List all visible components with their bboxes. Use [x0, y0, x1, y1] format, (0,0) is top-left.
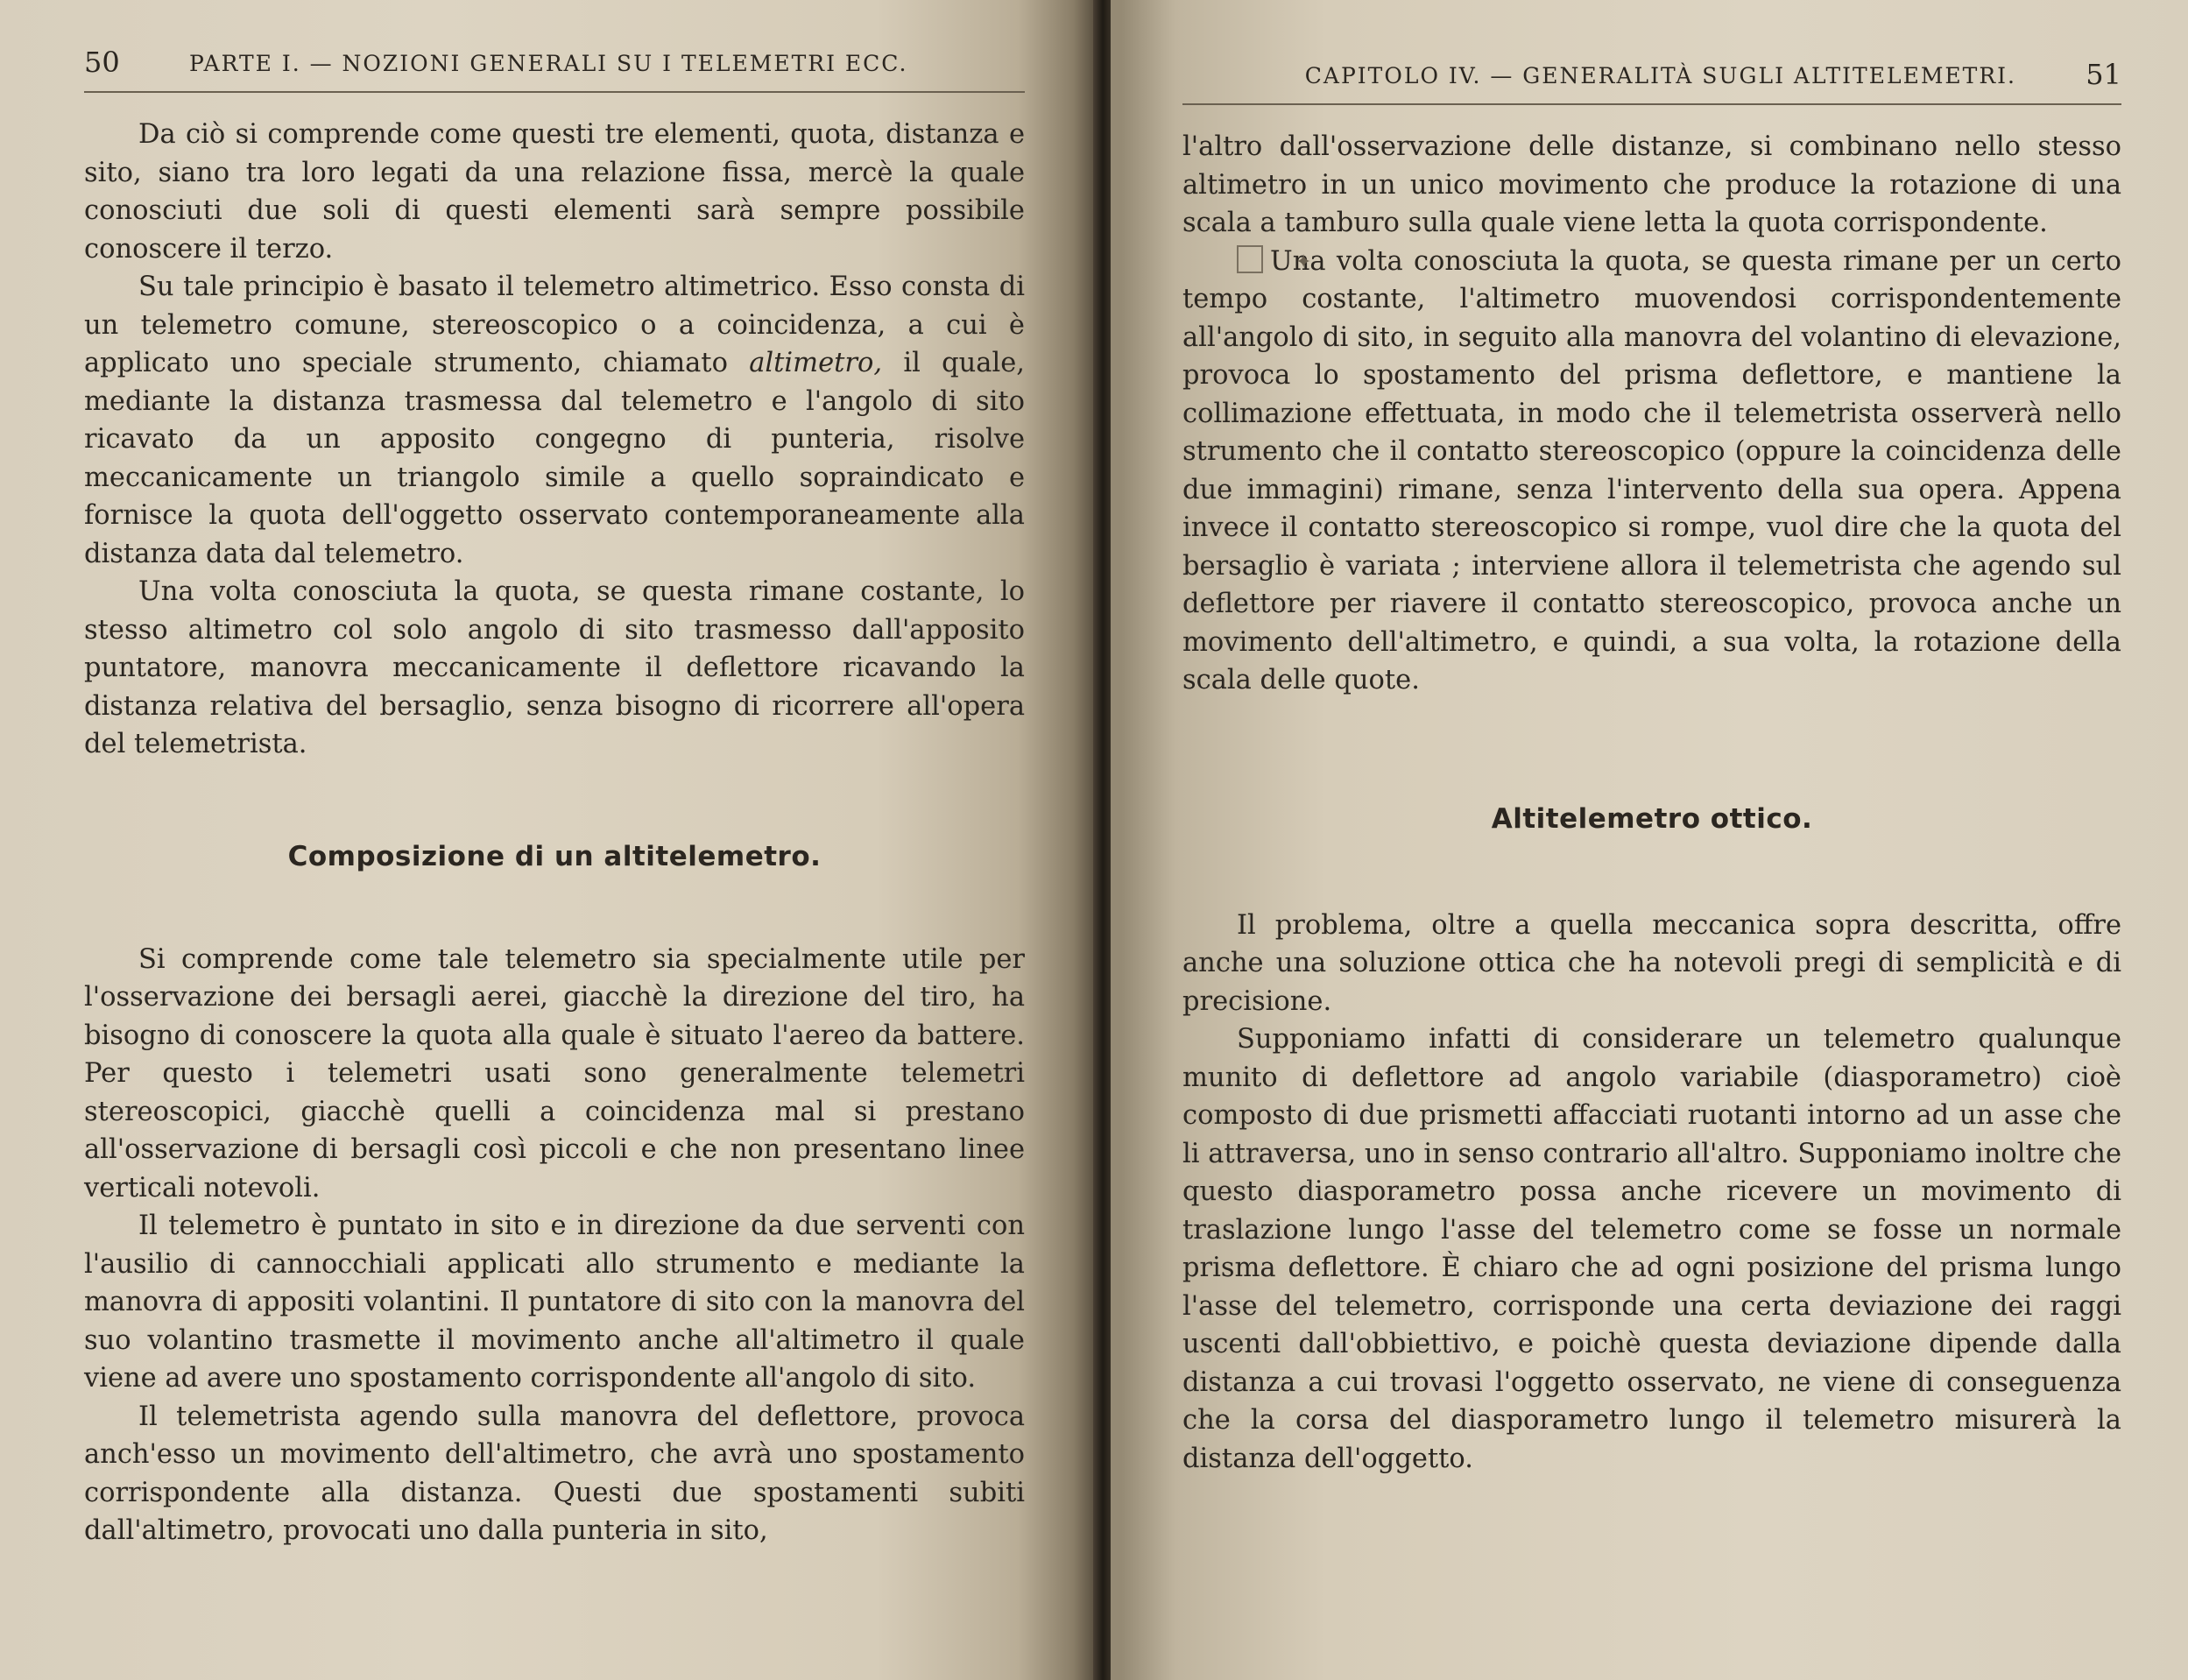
- running-head: PARTE I. — NOZIONI GENERALI SU I TELEMETRI ECC.: [189, 51, 908, 76]
- page-number: 50: [84, 46, 120, 79]
- running-head: CAPITOLO IV. — GENERALITÀ SUGLI ALTITELEMETRI.: [1304, 63, 2016, 88]
- right-page: [1111, 0, 2188, 1680]
- paragraph: Il problema, oltre a quella meccanica sopra descritta, offre anche una soluzione ottica che ha notevoli pregi di semplicità e di precisione.: [1182, 909, 2121, 1017]
- paragraph: Da ciò si comprende come questi tre elementi, quota, distanza e sito, siano tra loro legati da una relazione fissa, mercè la quale conosciuti due soli di questi elementi sarà sempre possibile conoscere il terzo.: [84, 119, 1025, 265]
- paragraph: Il telemetro è puntato in sito e in direzione da due serventi con l'ausilio di cannocchiali applicati allo strumento e mediante la manovra di appositi volantini. Il puntatore di sito con la manovra del suo volantino trasmette il movimento anche all'altimetro il quale viene ad avere uno spostamento corrispondente all'angolo di sito.: [84, 1211, 1025, 1394]
- paragraph-text: Su tale principio è basato il telemetro altimetrico. Esso consta di un telemetro comune, stereoscopico o a coincidenza, a cui è applicato uno speciale strumento, chiamato: [84, 272, 1025, 378]
- right-page-body: [1182, 128, 2121, 1478]
- paragraph: Si comprende come tale telemetro sia specialmente utile per l'osservazione dei bersagli aerei, giacchè la direzione del tiro, ha bisogno di conoscere la quota alla quale è situato l'aereo da battere. Per questo i telemetri usati sono generalmente telemetri stereoscopici, giacchè quelli a coincidenza mal si prestano all'osservazione di bersagli così piccoli e che non presentano linee verticali notevoli.: [84, 943, 1025, 1204]
- paragraph: [84, 268, 1025, 573]
- italic-term: altimetro,: [749, 348, 883, 378]
- paragraph: [1182, 243, 2121, 700]
- paragraph-text: il quale, mediante la distanza trasmessa dal telemetro e l'angolo di sito ricavato da un apposito congegno di punteria, risolve meccanicamente un triangolo simile a quello sopraindicato e fornisce la quota dell'oggetto osservato contemporaneamente alla distanza data dal telemetro.: [84, 348, 1025, 569]
- page-number: 51: [2086, 58, 2121, 91]
- book-gutter: [1093, 0, 1112, 1680]
- section-title: Composizione di un altitelemetro.: [287, 840, 822, 872]
- right-page-header: [1182, 51, 2121, 105]
- left-page-body: [84, 116, 1025, 1550]
- paragraph-text: Una volta conosciuta la quota, se questa rimane per un certo tempo costante, l'altimetro muovendosi corrispondentemente all'angolo di sito, in seguito alla manovra del volantino di elevazione, provoca lo spostamento del prisma deflettore, e mantiene la collimazione effettuata, in modo che il telemetrista osserverà nello strumento che il contatto stereoscopico (oppure la coincidenza delle due immagini) rimane, senza l'intervento della sua opera. Appena invece il contatto stereoscopico si rompe, vuol dire che la quota del bersaglio è variata ; interviene allora il telemetrista che agendo sul deflettore per riavere il contatto stereoscopico, provoca anche un movimento dell'altimetro, e quindi, a sua volta, la rotazione della scala delle quote.: [1182, 245, 2121, 695]
- paragraph: Supponiamo infatti di considerare un telemetro qualunque munito di deflettore ad angolo variabile (diasporametro) cioè composto di due prismetti affacciati ruotanti intorno ad un asse che li attraversa, uno in senso contrario all'altro. Supponiamo inoltre che questo diasporametro possa anche ricevere un movimento di traslazione lungo l'asse del telemetro come se fosse un normale prisma deflettore. È chiaro che ad ogni posizione del prisma lungo l'asse del telemetro, corrisponde una certa deviazione dei raggi uscenti dall'obbiettivo, e poichè questa deviazione dipende dalla distanza a cui trovasi l'oggetto osservato, ne viene di conseguenza che la corsa del diasporametro lungo il telemetro misurerà la distanza dell'oggetto.: [1182, 1024, 2121, 1474]
- paragraph: Il telemetrista agendo sulla manovra del deflettore, provoca anch'esso un movimento dell'altimetro, che avrà uno spostamento corrispondente alla distanza. Questi due spostamenti subiti dall'altimetro, provocati uno dalla punteria in sito,: [84, 1401, 1025, 1546]
- left-page-header: [84, 39, 1025, 93]
- paragraph: l'altro dall'osservazione delle distanze, si combinano nello stesso altimetro in un unico movimento che produce la rotazione di una scala a tamburo sulla quale viene letta la quota corrispondente.: [1182, 131, 2121, 238]
- paragraph: Una volta conosciuta la quota, se questa rimane costante, lo stesso altimetro col solo angolo di sito trasmesso dall'apposito puntatore, manovra meccanicamente il deflettore ricavando la distanza relativa del bersaglio, senza bisogno di ricorrere all'opera del telemetrista.: [84, 576, 1025, 759]
- section-title: Altitelemetro ottico.: [1491, 802, 1813, 835]
- stamp-mark-icon: [1237, 245, 1263, 273]
